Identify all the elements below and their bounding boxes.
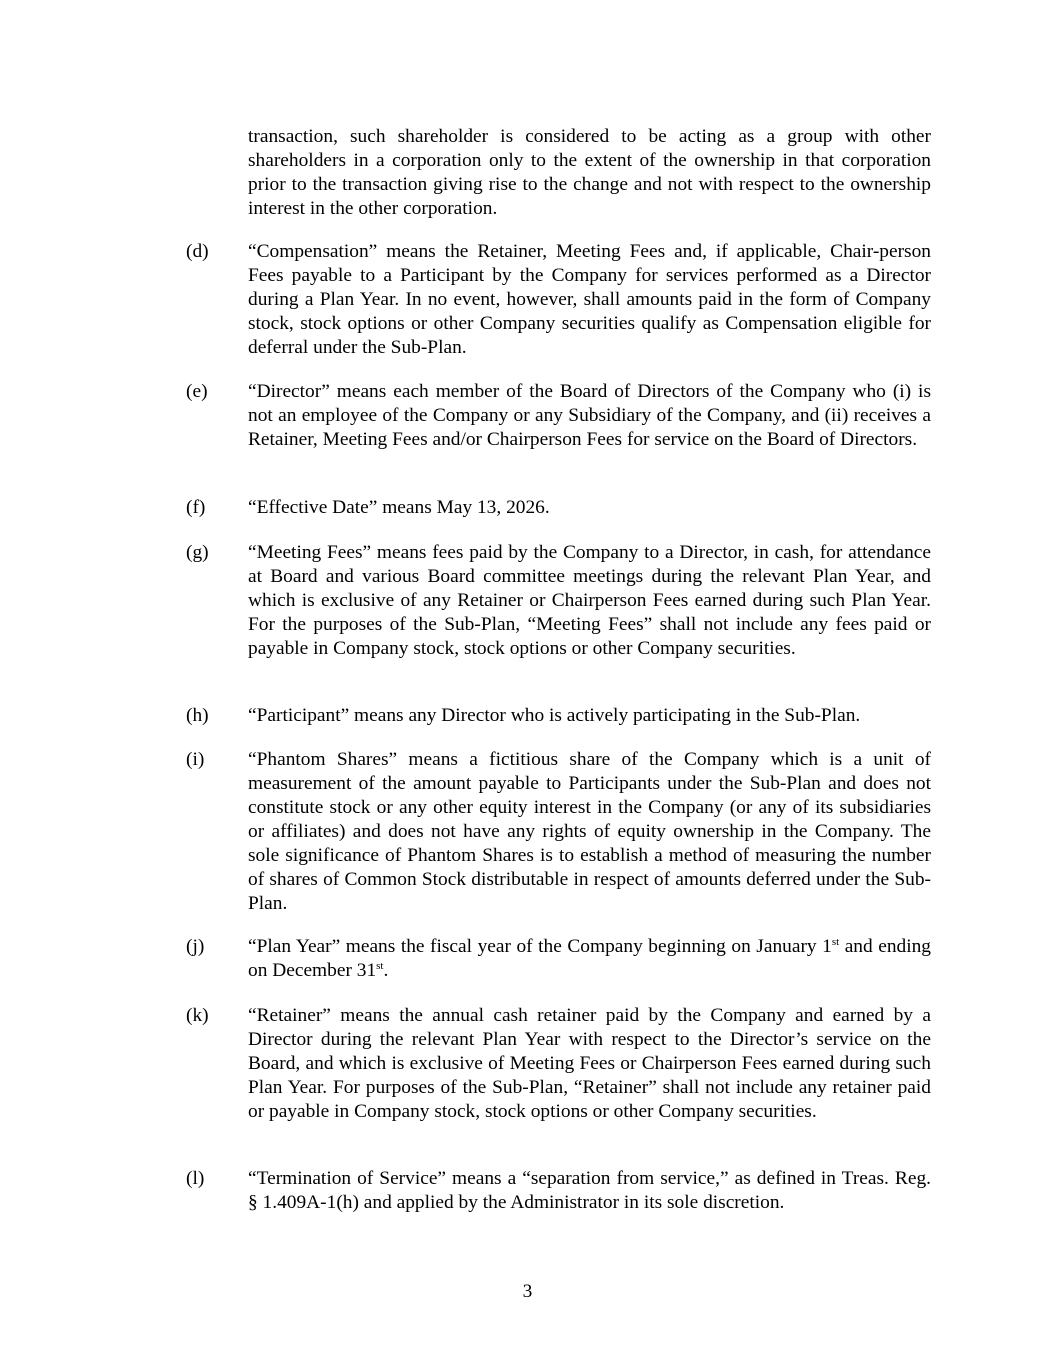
superscript-ordinal: st bbox=[376, 960, 384, 972]
item-label: (d) bbox=[186, 241, 209, 262]
item-label: (j) bbox=[186, 936, 205, 957]
item-text-part: . bbox=[383, 960, 389, 981]
item-label: (f) bbox=[186, 497, 206, 518]
item-label: (k) bbox=[186, 1005, 209, 1026]
item-text: “Retainer” means the annual cash retainer paid by the Company and earned by a Director during the relevant Plan Year with respect to the Director’s service on the Board, and which is exclusive of Meeting Fees or Chairperson Fees earned during such Plan Year. For purposes of the Sub-Plan, “Retainer” shall not include any retainer paid or payable in Company stock, stock options or other Company securities. bbox=[248, 1005, 931, 1122]
item-text: “Meeting Fees” means fees paid by the Company to a Director, in cash, for attendance at Board and various Board committee meetings during the relevant Plan Year, and which is exclusive of any Retainer or Chairperson Fees earned during such Plan Year. For the purposes of the Sub-Plan, “Meeting Fees” shall not include any fees paid or payable in Company stock, stock options or other Company securities. bbox=[248, 542, 931, 659]
item-text: “Phantom Shares” means a fictitious share of the Company which is a unit of measurement of the amount payable to Participants under the Sub-Plan and does not constitute stock or any other equity interest in the Company (or any of its subsidiaries or affiliates) and does not have any rights of equity ownership in the Company. The sole significance of Phantom Shares is to establish a method of measuring the number of shares of Common Stock distributable in respect of amounts deferred under the Sub-Plan. bbox=[248, 749, 931, 914]
item-label: (e) bbox=[186, 381, 208, 402]
item-label: (g) bbox=[186, 542, 209, 563]
item-text bbox=[248, 935, 931, 983]
item-text: “Participant” means any Director who is actively participating in the Sub-Plan. bbox=[248, 705, 861, 726]
item-label: (l) bbox=[186, 1168, 205, 1189]
item-text-part: and ending on December 31 bbox=[248, 936, 932, 981]
item-text-part: “Plan Year” means the fiscal year of the Company beginning on January 1 bbox=[248, 936, 832, 957]
page-number: 3 bbox=[522, 1281, 533, 1302]
superscript-ordinal: st bbox=[831, 936, 840, 948]
item-text: “Termination of Service” means a “separation from service,” as defined in Treas. Reg. § 1.409A-1(h) and applied by the Administrator in its sole discretion. bbox=[248, 1168, 931, 1213]
item-label: (h) bbox=[186, 705, 209, 726]
item-text: “Compensation” means the Retainer, Meeting Fees and, if applicable, Chair-person Fees payable to a Participant by the Company for services performed as a Director during a Plan Year. In no event, however, shall amounts paid in the form of Company stock, stock options or other Company securities qualify as Compensation eligible for deferral under the Sub-Plan. bbox=[248, 241, 931, 358]
item-label: (i) bbox=[186, 749, 205, 770]
item-text: “Effective Date” means May 13, 2026. bbox=[248, 497, 550, 518]
continuation-paragraph: transaction, such shareholder is considered to be acting as a group with other shareholders in a corporation only to the extent of the ownership in that corporation prior to the transaction giving rise to the change and not with respect to the ownership interest in the other corporation. bbox=[248, 126, 931, 219]
item-text: “Director” means each member of the Board of Directors of the Company who (i) is not an employee of the Company or any Subsidiary of the Company, and (ii) receives a Retainer, Meeting Fees and/or Chairperson Fees for service on the Board of Directors. bbox=[248, 381, 931, 450]
